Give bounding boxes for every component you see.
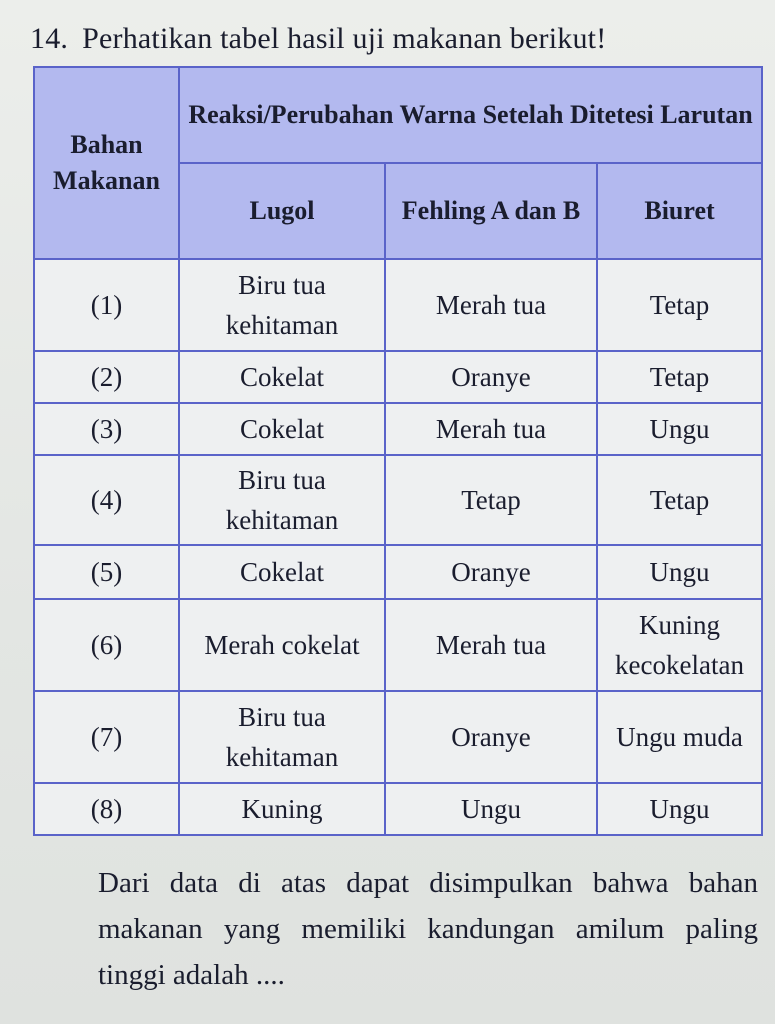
question-heading xyxy=(30,22,750,56)
cell-lugol: Biru tua kehitaman xyxy=(179,455,385,545)
cell-fehling: Merah tua xyxy=(385,599,597,691)
table-row xyxy=(34,783,762,835)
cell-biuret: Ungu xyxy=(597,403,762,455)
cell-biuret: Ungu xyxy=(597,783,762,835)
question-number: 14. xyxy=(30,22,69,55)
table-row xyxy=(34,351,762,403)
header-fehling: Fehling A dan B xyxy=(385,163,597,259)
cell-fehling: Tetap xyxy=(385,455,597,545)
cell-lugol: Cokelat xyxy=(179,545,385,599)
cell-lugol: Merah cokelat xyxy=(179,599,385,691)
cell-fehling: Oranye xyxy=(385,545,597,599)
cell-biuret: Tetap xyxy=(597,455,762,545)
cell-biuret: Tetap xyxy=(597,259,762,351)
cell-lugol: Biru tua kehitaman xyxy=(179,691,385,783)
cell-food: (3) xyxy=(34,403,179,455)
cell-food: (6) xyxy=(34,599,179,691)
header-lugol: Lugol xyxy=(179,163,385,259)
cell-fehling: Oranye xyxy=(385,691,597,783)
cell-fehling: Ungu xyxy=(385,783,597,835)
header-reaction-group: Reaksi/Perubahan Warna Setelah Ditetesi Larutan xyxy=(179,67,762,163)
cell-lugol: Cokelat xyxy=(179,403,385,455)
table-row xyxy=(34,259,762,351)
cell-lugol: Kuning xyxy=(179,783,385,835)
cell-fehling: Merah tua xyxy=(385,259,597,351)
results-table xyxy=(33,66,763,836)
cell-lugol: Cokelat xyxy=(179,351,385,403)
cell-food: (4) xyxy=(34,455,179,545)
cell-food: (1) xyxy=(34,259,179,351)
cell-biuret: Kuning kecokelatan xyxy=(597,599,762,691)
cell-fehling: Oranye xyxy=(385,351,597,403)
header-food: Bahan Makanan xyxy=(34,67,179,259)
cell-biuret: Ungu xyxy=(597,545,762,599)
cell-food: (7) xyxy=(34,691,179,783)
question-text: Perhatikan tabel hasil uji makanan berikut! xyxy=(82,22,607,55)
conclusion-text: Dari data di atas dapat disimpulkan bahwa bahan makanan yang memiliki kandungan amilum paling tinggi adalah .... xyxy=(98,867,758,991)
cell-fehling: Merah tua xyxy=(385,403,597,455)
cell-biuret: Tetap xyxy=(597,351,762,403)
table-row xyxy=(34,545,762,599)
table-row xyxy=(34,455,762,545)
cell-food: (8) xyxy=(34,783,179,835)
cell-lugol: Biru tua kehitaman xyxy=(179,259,385,351)
table-row xyxy=(34,403,762,455)
cell-biuret: Ungu muda xyxy=(597,691,762,783)
food-test-table xyxy=(33,66,761,836)
cell-food: (5) xyxy=(34,545,179,599)
table-row xyxy=(34,599,762,691)
cell-food: (2) xyxy=(34,351,179,403)
header-biuret: Biuret xyxy=(597,163,762,259)
table-row xyxy=(34,691,762,783)
